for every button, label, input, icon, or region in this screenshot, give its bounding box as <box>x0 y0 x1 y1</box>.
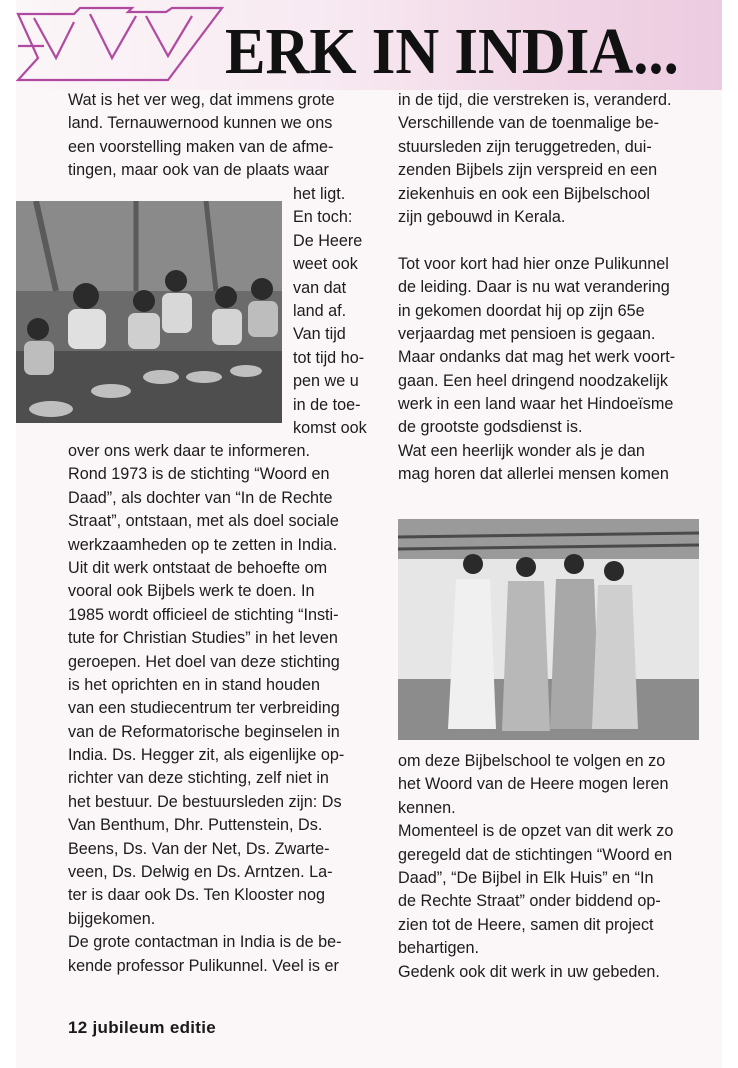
text-line: India. Ds. Hegger zit, als eigenlijke op- <box>68 746 345 765</box>
text-line: verjaardag met pensioen is gegaan. <box>398 324 656 343</box>
text-line: de grootste godsdienst is. <box>398 418 583 437</box>
text-line: Maar ondanks dat mag het werk voort- <box>398 348 676 367</box>
text-line: pen we u <box>293 372 359 391</box>
children-eating-photo <box>16 201 282 423</box>
text-line: van de Reformatorische beginselen in <box>68 722 340 741</box>
text-line: Van Benthum, Dhr. Puttenstein, Ds. <box>68 816 323 835</box>
text-line: Uit dit werk ontstaat de behoefte om <box>68 558 328 577</box>
text-line: zenden Bijbels zijn verspreid en een <box>398 161 658 180</box>
text-line: Beens, Ds. Van der Net, Ds. Zwarte- <box>68 839 330 858</box>
text-line: veen, Ds. Delwig en Ds. Arntzen. La- <box>68 863 333 882</box>
text-line: het ligt. <box>293 185 346 203</box>
left-column-narrow <box>293 183 367 440</box>
text-line: Daad”, “De Bijbel in Elk Huis” en “In <box>398 868 654 887</box>
page-footer: 12 jubileum editie <box>68 1018 217 1037</box>
text-line: over ons werk daar te informeren. <box>68 442 311 460</box>
text-line: van dat <box>293 278 347 297</box>
text-line: in gekomen doordat hij op zijn 65e <box>398 301 645 320</box>
text-line: komst ook <box>293 418 367 437</box>
text-line: zijn gebouwd in Kerala. <box>398 207 566 226</box>
text-line: 1985 wordt officieel de stichting “Insti- <box>68 605 339 624</box>
text-line: Gedenk ook dit werk in uw gebeden. <box>398 962 660 981</box>
text-line: in de tijd, die verstreken is, veranderd. <box>398 91 672 109</box>
text-line: vooral ook Bijbels werk te doen. In <box>68 582 315 601</box>
text-line: Verschillende van de toenmalige be- <box>398 114 659 133</box>
text-line: stuursleden zijn teruggetreden, dui- <box>398 137 652 156</box>
text-line: land af. <box>293 301 347 320</box>
text-line: de Rechte Straat” onder biddend op- <box>398 892 661 911</box>
left-column-bottom <box>68 440 344 978</box>
text-line <box>398 229 675 252</box>
text-line: weet ook <box>293 255 358 274</box>
right-column-top <box>398 89 675 487</box>
text-line: land. Ternauwernood kunnen we ons <box>68 114 333 133</box>
text-line: van een studiecentrum ter verbreiding <box>68 699 340 718</box>
text-line: De grote contactman in India is de be- <box>68 933 342 952</box>
text-line: om deze Bijbelschool te volgen en zo <box>398 752 666 770</box>
left-column-top <box>68 89 335 183</box>
text-line: Straat”, ontstaan, met als doel sociale <box>68 512 339 531</box>
text-line: kende professor Pulikunnel. Veel is er <box>68 956 339 975</box>
text-line: werk in een land waar het Hindoeïsme <box>398 395 674 414</box>
text-line: Tot voor kort had hier onze Pulikunnel <box>398 254 669 273</box>
text-line: richter van deze stichting, zelf niet in <box>68 769 329 788</box>
text-line: in de toe- <box>293 395 361 414</box>
text-line: is het oprichten en in stand houden <box>68 675 320 694</box>
right-column-bottom <box>398 750 673 984</box>
text-line: bijgekomen. <box>68 909 156 928</box>
text-line: het Woord van de Heere mogen leren <box>398 775 669 794</box>
text-line: tot tijd ho- <box>293 348 365 367</box>
text-line: Momenteel is de opzet van dit werk zo <box>398 822 674 841</box>
w-logo-graphic <box>16 6 226 82</box>
text-line: het bestuur. De bestuursleden zijn: Ds <box>68 792 342 811</box>
article-title: ERK IN INDIA... <box>225 15 679 88</box>
text-line: Van tijd <box>293 325 346 344</box>
text-line: behartigen. <box>398 939 480 958</box>
text-line: Wat is het ver weg, dat immens grote <box>68 91 335 109</box>
text-line: een voorstelling maken van de afme- <box>68 137 334 156</box>
text-line: tute for Christian Studies” in het leven <box>68 629 338 648</box>
text-line: De Heere <box>293 231 363 250</box>
text-line: tingen, maar ook van de plaats waar <box>68 161 329 180</box>
text-line: Rond 1973 is de stichting “Woord en <box>68 465 330 484</box>
text-line: zien tot de Heere, samen dit project <box>398 915 654 934</box>
text-line: mag horen dat allerlei mensen komen <box>398 465 669 484</box>
text-line: geroepen. Het doel van deze stichting <box>68 652 340 671</box>
text-line: de leiding. Daar is nu wat verandering <box>398 278 670 297</box>
text-line: Wat een heerlijk wonder als je dan <box>398 441 645 460</box>
four-women-photo <box>398 519 699 740</box>
text-line: geregeld dat de stichtingen “Woord en <box>398 845 673 864</box>
text-line: En toch: <box>293 208 353 227</box>
text-line: gaan. Een heel dringend noodzakelijk <box>398 371 668 390</box>
text-line: werkzaamheden op te zetten in India. <box>68 535 338 554</box>
text-line: Daad”, als dochter van “In de Rechte <box>68 488 333 507</box>
text-line: ziekenhuis en ook een Bijbelschool <box>398 184 650 203</box>
text-line: ter is daar ook Ds. Ten Klooster nog <box>68 886 326 905</box>
text-line: kennen. <box>398 798 456 817</box>
